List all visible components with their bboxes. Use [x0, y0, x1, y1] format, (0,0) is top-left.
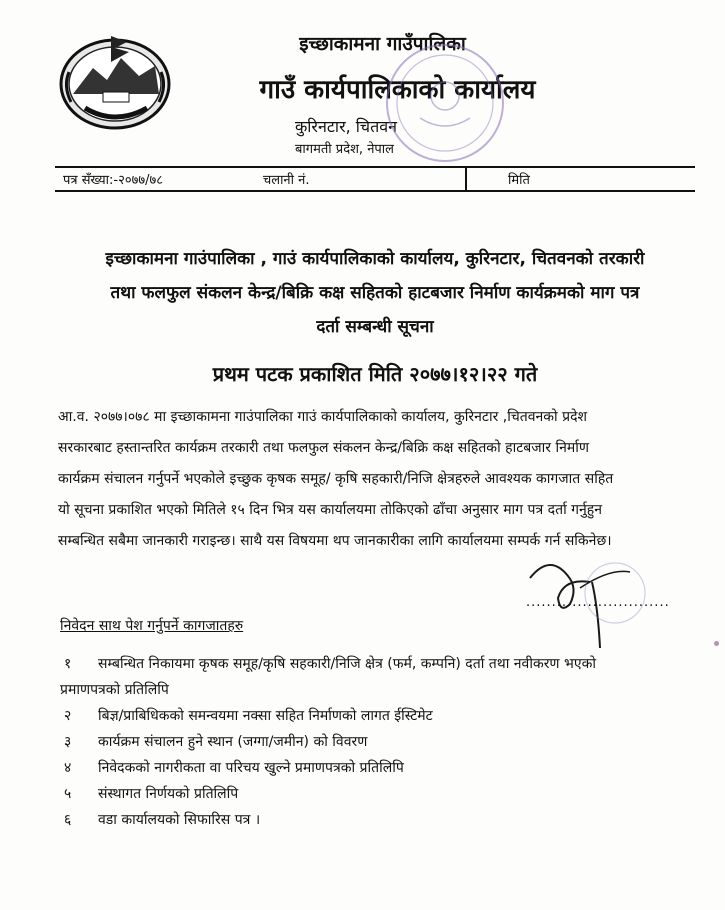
documents-heading: निवेदन साथ पेश गर्नुपर्ने कागजातहरु — [60, 618, 244, 634]
item-text: संस्थागत निर्णयको प्रतिलिपि — [98, 786, 239, 802]
dispatch-number: चलानी नं. — [263, 173, 310, 188]
item-text: बिज्ञ/प्राबिधिकको समन्वयमा नक्सा सहित निर्माणको लागत ईस्टिमेट — [98, 708, 433, 724]
office-stamp-icon — [380, 38, 510, 168]
item-text: निवेदकको नागरीकता वा परिचय खुल्ने प्रमाणपत्रको प्रतिलिपि — [98, 760, 404, 776]
ink-mark — [714, 641, 719, 646]
item-number: ६ — [64, 812, 72, 828]
item-text-continued: प्रमाणपत्रको प्रतिलिपि — [60, 682, 169, 698]
notice-body-line: सरकारबाट हस्तान्तरित कार्यक्रम तरकारी तथा फलफुल संकलन केन्द्र/बिक्रि कक्ष सहितको हाटबजार निर्माण — [58, 440, 589, 456]
list-item — [60, 651, 700, 703]
item-text: वडा कार्यालयको सिफारिस पत्र । — [98, 812, 261, 828]
item-number: २ — [64, 708, 72, 724]
office-name: इच्छाकामना गाउँपालिका — [299, 33, 466, 55]
item-number: ४ — [64, 760, 72, 776]
office-title: गाउँ कार्यपालिकाको कार्यालय — [259, 75, 536, 105]
item-number: ५ — [64, 786, 72, 802]
notice-body — [58, 402, 692, 557]
notice-title-line-3: दर्ता सम्बन्धी सूचना — [316, 317, 434, 337]
list-item — [60, 703, 700, 729]
signature-line: ............................ — [526, 595, 670, 610]
published-date: प्रथम पटक प्रकाशित मिति २०७७।१२।२२ गते — [212, 362, 538, 386]
office-province: बागमती प्रदेश, नेपाल — [295, 142, 394, 157]
notice-body-line: आ.व. २०७७।०७८ मा इच्छाकामना गाउंपालिका गाउं कार्यपालिकाको कार्यालय, कुरिनटार ,चितवनको प्रदेश — [58, 409, 588, 425]
reference-number: पत्र सँख्या:-२०७७/७८ — [63, 173, 164, 188]
reference-bar — [55, 166, 695, 192]
office-location: कुरिनटार, चितवन — [295, 117, 397, 136]
notice-body-line: सम्बन्धित सबैमा जानकारी गराइन्छ। साथै यस विषयमा थप जानकारीका लागि कार्यालयमा सम्पर्क गर्न सकिनेछ। — [58, 533, 612, 549]
reference-divider — [465, 168, 467, 190]
documents-list — [60, 651, 700, 833]
item-text: कार्यक्रम संचालन हुने स्थान (जग्गा/जमीन) को विवरण — [98, 734, 368, 750]
list-item — [60, 781, 700, 807]
list-item — [60, 755, 700, 781]
notice-title-line-2: तथा फलफुल संकलन केन्द्र/बिक्रि कक्ष सहितको हाटबजार निर्माण कार्यक्रमको माग पत्र — [110, 283, 640, 303]
notice-body-line: यो सूचना प्रकाशित भएको मितिले १५ दिन भित्र यस कार्यालयमा तोकिएको ढाँचा अनुसार माग पत्र दर्ता गर्नुहुन — [58, 502, 602, 518]
notice-body-line: कार्यक्रम संचालन गर्नुपर्ने भएकोले इच्छुक कृषक समूह/ कृषि सहकारी/निजि क्षेत्रहरुले आवश्यक कागजात सहित — [58, 471, 614, 487]
notice-title-line-1: इच्छाकामना गाउंपालिका , गाउं कार्यपालिकाको कार्यालय, कुरिनटार, चितवनको तरकारी — [105, 249, 645, 269]
item-text: सम्बन्धित निकायमा कृषक समूह/कृषि सहकारी/निजि क्षेत्र (फर्म, कम्पनि) दर्ता तथा नवीकरण भएको — [98, 656, 596, 672]
item-number: १ — [64, 656, 72, 672]
item-number: ३ — [64, 734, 72, 750]
list-item — [60, 729, 700, 755]
date-label: मिति — [508, 173, 530, 188]
list-item — [60, 807, 700, 833]
